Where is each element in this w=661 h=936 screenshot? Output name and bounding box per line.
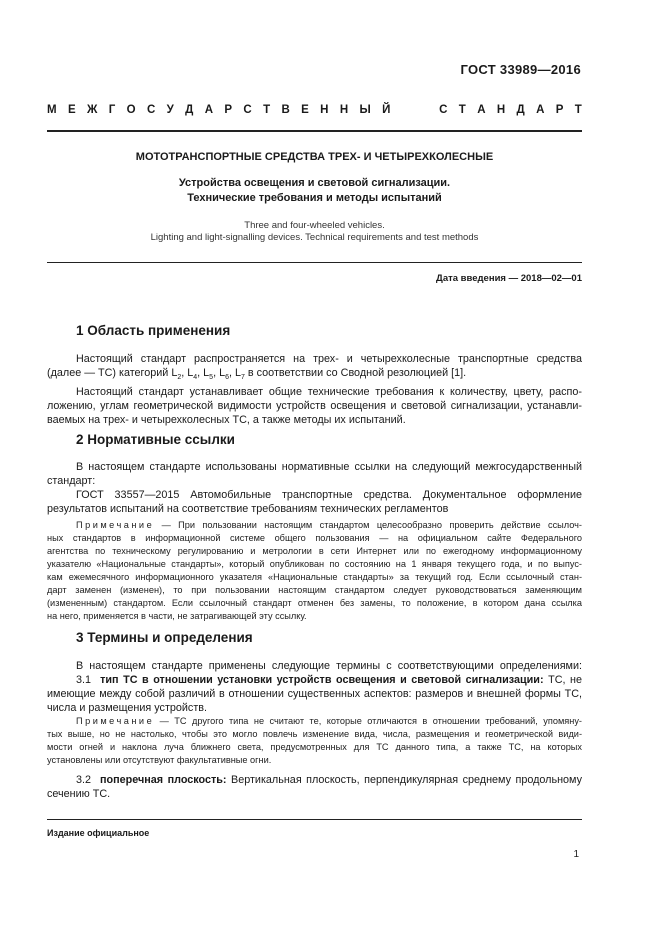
section-1-heading: 1 Область применения (76, 323, 231, 338)
banner-letter: Ы (359, 104, 371, 116)
s3-note-line3: мости огней и наклона луча ближнего света, предусмотренных для ТС данного типа, а также ТС, на которых (47, 742, 582, 752)
banner-letter: О (126, 104, 136, 116)
s3-term-31-line1: 3.1 тип ТС в отношении установки устройств освещения и световой сигнализации: ТС, не (76, 674, 582, 686)
banner-letter: Р (555, 104, 564, 116)
s1-p2-line2: ложению, углам геометрической видимости устройств освещения и световой сигнализации, устанавли- (47, 400, 582, 413)
footer-rule (47, 819, 582, 820)
section-3-heading: 3 Термины и определения (76, 630, 253, 645)
s3-p1: В настоящем стандарте применены следующие термины с соответствующими определениями: (76, 660, 582, 672)
document-title: МОТОТРАНСПОРТНЫЕ СРЕДСТВА ТРЕХ- И ЧЕТЫРЕХКОЛЕСНЫЕ (135, 151, 494, 163)
section-3-term-32 (47, 773, 582, 801)
banner-letter: Ж (86, 104, 98, 116)
introduction-date: Дата введения — 2018—02—01 (436, 273, 582, 284)
s2-p1-line2: стандарт: (47, 475, 96, 487)
banner-letter: Г (108, 104, 116, 116)
s2-note-line5: кам ежемесячного информационного указателя «Национальные стандарты» за текущий год. Если ссылочный стан- (47, 572, 582, 582)
banner-letter: Н (320, 104, 329, 116)
term-31-name: тип ТС в отношении установки устройств освещения и световой сигнализации: (100, 674, 544, 686)
s3-term-32-line2: сечению ТС. (47, 788, 111, 800)
s2-p2-line2: результатов испытаний на соответствие требованиям технических регламентов (47, 503, 449, 515)
s3-term-31-line3: числа и размещения устройств. (47, 702, 208, 714)
s2-note-line2: ных стандартов в информационной системе общего пользования — на официальном сайте Федерального (47, 533, 582, 543)
s3-term-31-line2: имеющие между собой различий в отношении существенных аспектов: размеров и внешней формы ТС, (47, 688, 582, 700)
note-label: Примечание (76, 716, 155, 726)
banner-letter: В (281, 104, 290, 116)
banner-letter: А (536, 104, 545, 116)
banner-letter: С (439, 104, 448, 116)
s3-note-line1: Примечание — ТС другого типа не считают те, которые отличаются в отношении требований, упомяну- (76, 716, 582, 726)
s3-term-32-line1: 3.2 поперечная плоскость: Вертикальная плоскость, перпендикулярная среднему продольному (76, 774, 583, 786)
term-31-number: 3.1 (76, 674, 92, 686)
section-3-body (47, 659, 582, 715)
banner-letter: Т (263, 104, 271, 116)
banner-letter: Д (185, 104, 194, 116)
section-2-note (47, 519, 582, 623)
section-1-body (47, 352, 582, 427)
document-subtitle-line2: Технические требования и методы испытаний (187, 192, 442, 204)
top-rule (47, 130, 582, 132)
english-title-line2: Lighting and light-signalling devices. Technical requirements and test methods (150, 232, 479, 243)
s1-p1-line2: (далее — ТС) категорий $L_2$, $L_4$, $L_5$, $L_6$, $L_7$ в соответствии со Сводной резолюцией [1]. (47, 367, 467, 382)
page-number: 1 (573, 849, 579, 860)
s3-note-line4: установлены или отсутствуют факультативные огни. (47, 755, 272, 765)
banner-letter: Е (301, 104, 309, 116)
document-subtitle-line1: Устройства освещения и световой сигнализации. (178, 177, 451, 189)
banner-letter: Е (67, 104, 76, 116)
s1-p2-line3: ваемых на трех- и четырехколесных ТС, а также методы их испытаний. (47, 414, 406, 427)
banner-letter: Р (224, 104, 233, 116)
banner-letter: Д (516, 104, 525, 116)
section-2-heading: 2 Нормативные ссылки (76, 432, 235, 447)
s2-note-line6: дарт заменен (изменен), то при пользовании настоящим стандартом следует руководствоваться заменяющим (47, 585, 582, 595)
document-code: ГОСТ 33989—2016 (460, 62, 581, 77)
banner-letter: Т (458, 104, 466, 116)
s1-p1-line1: Настоящий стандарт распространяется на трех- и четырехколесные транспортные средства (76, 353, 582, 365)
s2-note-line1: Примечание — При пользовании настоящим стандартом целесообразно проверить действие ссылоч- (76, 520, 582, 530)
note-label: Примечание (76, 520, 155, 530)
english-title-line1: Three and four-wheeled vehicles. (244, 220, 385, 231)
s2-note-line3: агентства по техническому регулированию и метрологии в сети Интернет или по ежегодному информационному (47, 546, 582, 556)
interstate-standard-banner (47, 104, 582, 116)
banner-letter: Н (496, 104, 506, 116)
term-32-name: поперечная плоскость: (100, 774, 227, 786)
banner-letter: Н (339, 104, 349, 116)
s2-p2-line1: ГОСТ 33557—2015 Автомобильные транспортные средства. Документальное оформление (76, 489, 582, 501)
banner-letter: А (477, 104, 486, 116)
s1-p2-line1: Настоящий стандарт устанавливает общие технические требования к количеству, цвету, распо- (76, 386, 582, 399)
section-2-body (47, 460, 582, 516)
banner-letter: Й (382, 104, 391, 116)
s2-note-line7: (измененным) стандартом. Если ссылочный стандарт отменен без замены, то положение, в котором дана ссылка (47, 598, 582, 608)
s2-note-line8: на него, применяется в части, не затрагивающей эту ссылку. (47, 611, 307, 621)
banner-letter: А (204, 104, 214, 116)
banner-word-gap (402, 104, 428, 116)
section-3-note (47, 715, 582, 767)
banner-letter: С (243, 104, 252, 116)
term-32-number: 3.2 (76, 774, 92, 786)
banner-letter: С (146, 104, 156, 116)
s3-note-line2: тых выше, но не настолько, чтобы это могло повлечь изменение вида, числа, размещения и геометрической види- (47, 729, 582, 739)
title-rule (47, 262, 582, 263)
banner-letter: М (47, 104, 57, 116)
edition-label: Издание официальное (47, 828, 150, 838)
banner-letter: У (166, 104, 174, 116)
s2-note-line4: указателю «Национальные стандарты», который опубликован по состоянию на 1 января текущего года, и по выпус- (47, 559, 582, 569)
banner-letter: Т (574, 104, 582, 116)
s2-p1-line1: В настоящем стандарте использованы нормативные ссылки на следующий межгосударственный (76, 461, 582, 473)
